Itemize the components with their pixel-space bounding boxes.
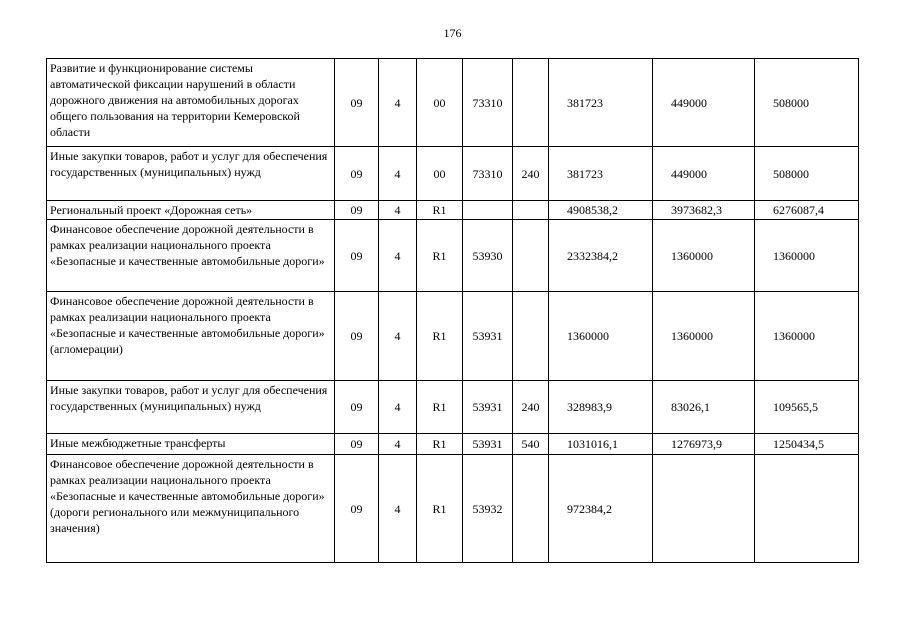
table-row	[47, 434, 859, 455]
direction-code-cell: 73310	[463, 147, 513, 201]
amount-year-3-cell: 508000	[755, 59, 859, 147]
amount-year-3-cell: 1360000	[755, 220, 859, 292]
table-row	[47, 220, 859, 292]
amount-year-3-cell: 1250434,5	[755, 434, 859, 455]
budget-table	[46, 58, 859, 563]
amount-year-1-cell: 381723	[549, 59, 653, 147]
subsection-code-cell: 4	[379, 434, 417, 455]
subsection-code-cell: 4	[379, 59, 417, 147]
section-code-cell: 09	[335, 147, 379, 201]
section-code-cell: 09	[335, 381, 379, 434]
program-code-cell: R1	[417, 455, 463, 563]
table-row	[47, 292, 859, 381]
row-name-cell: Иные закупки товаров, работ и услуг для обеспечения государственных (муниципальных) нужд	[47, 147, 335, 201]
amount-year-2-cell: 1276973,9	[653, 434, 755, 455]
amount-year-1-cell: 2332384,2	[549, 220, 653, 292]
amount-year-1-cell: 381723	[549, 147, 653, 201]
section-code-cell: 09	[335, 455, 379, 563]
section-code-cell: 09	[335, 59, 379, 147]
direction-code-cell: 53931	[463, 381, 513, 434]
program-code-cell: 00	[417, 147, 463, 201]
amount-year-3-cell: 6276087,4	[755, 201, 859, 220]
program-code-cell: R1	[417, 292, 463, 381]
direction-code-cell: 53932	[463, 455, 513, 563]
amount-year-2-cell: 1360000	[653, 292, 755, 381]
amount-year-1-cell: 1360000	[549, 292, 653, 381]
row-name-cell: Финансовое обеспечение дорожной деятельности в рамках реализации национального проекта «Безопасные и качественные автомобильные дороги» (агломерации)	[47, 292, 335, 381]
section-code-cell: 09	[335, 201, 379, 220]
section-code-cell: 09	[335, 434, 379, 455]
expense-type-cell: 540	[513, 434, 549, 455]
row-name-cell: Финансовое обеспечение дорожной деятельности в рамках реализации национального проекта «Безопасные и качественные автомобильные дороги»	[47, 220, 335, 292]
amount-year-2-cell: 3973682,3	[653, 201, 755, 220]
row-name-cell: Иные закупки товаров, работ и услуг для обеспечения государственных (муниципальных) нужд	[47, 381, 335, 434]
table-row	[47, 201, 859, 220]
program-code-cell: 00	[417, 59, 463, 147]
table-row	[47, 381, 859, 434]
amount-year-1-cell: 328983,9	[549, 381, 653, 434]
amount-year-3-cell: 508000	[755, 147, 859, 201]
expense-type-cell	[513, 220, 549, 292]
amount-year-1-cell: 972384,2	[549, 455, 653, 563]
page-number: 176	[443, 26, 462, 40]
row-name-cell: Финансовое обеспечение дорожной деятельности в рамках реализации национального проекта «Безопасные и качественные автомобильные дороги» (дороги регионального или межмуниципального значения)	[47, 455, 335, 563]
expense-type-cell	[513, 455, 549, 563]
amount-year-3-cell: 109565,5	[755, 381, 859, 434]
direction-code-cell: 53930	[463, 220, 513, 292]
expense-type-cell	[513, 59, 549, 147]
amount-year-1-cell: 1031016,1	[549, 434, 653, 455]
section-code-cell: 09	[335, 292, 379, 381]
amount-year-3-cell: 1360000	[755, 292, 859, 381]
subsection-code-cell: 4	[379, 201, 417, 220]
program-code-cell: R1	[417, 381, 463, 434]
amount-year-3-cell	[755, 455, 859, 563]
expense-type-cell: 240	[513, 147, 549, 201]
expense-type-cell: 240	[513, 381, 549, 434]
table-row	[47, 59, 859, 147]
subsection-code-cell: 4	[379, 455, 417, 563]
subsection-code-cell: 4	[379, 220, 417, 292]
direction-code-cell: 53931	[463, 292, 513, 381]
expense-type-cell	[513, 201, 549, 220]
direction-code-cell	[463, 201, 513, 220]
direction-code-cell: 73310	[463, 59, 513, 147]
amount-year-1-cell: 4908538,2	[549, 201, 653, 220]
subsection-code-cell: 4	[379, 147, 417, 201]
row-name-cell: Иные межбюджетные трансферты	[47, 434, 335, 455]
direction-code-cell: 53931	[463, 434, 513, 455]
table-row	[47, 147, 859, 201]
amount-year-2-cell: 83026,1	[653, 381, 755, 434]
program-code-cell: R1	[417, 201, 463, 220]
row-name-cell: Развитие и функционирование системы автоматической фиксации нарушений в области дорожного движения на автомобильных дорогах общего пользования на территории Кемеровской области	[47, 59, 335, 147]
amount-year-2-cell: 1360000	[653, 220, 755, 292]
expense-type-cell	[513, 292, 549, 381]
amount-year-2-cell: 449000	[653, 59, 755, 147]
subsection-code-cell: 4	[379, 292, 417, 381]
table-row	[47, 455, 859, 563]
section-code-cell: 09	[335, 220, 379, 292]
subsection-code-cell: 4	[379, 381, 417, 434]
program-code-cell: R1	[417, 220, 463, 292]
program-code-cell: R1	[417, 434, 463, 455]
amount-year-2-cell: 449000	[653, 147, 755, 201]
row-name-cell: Региональный проект «Дорожная сеть»	[47, 201, 335, 220]
amount-year-2-cell	[653, 455, 755, 563]
